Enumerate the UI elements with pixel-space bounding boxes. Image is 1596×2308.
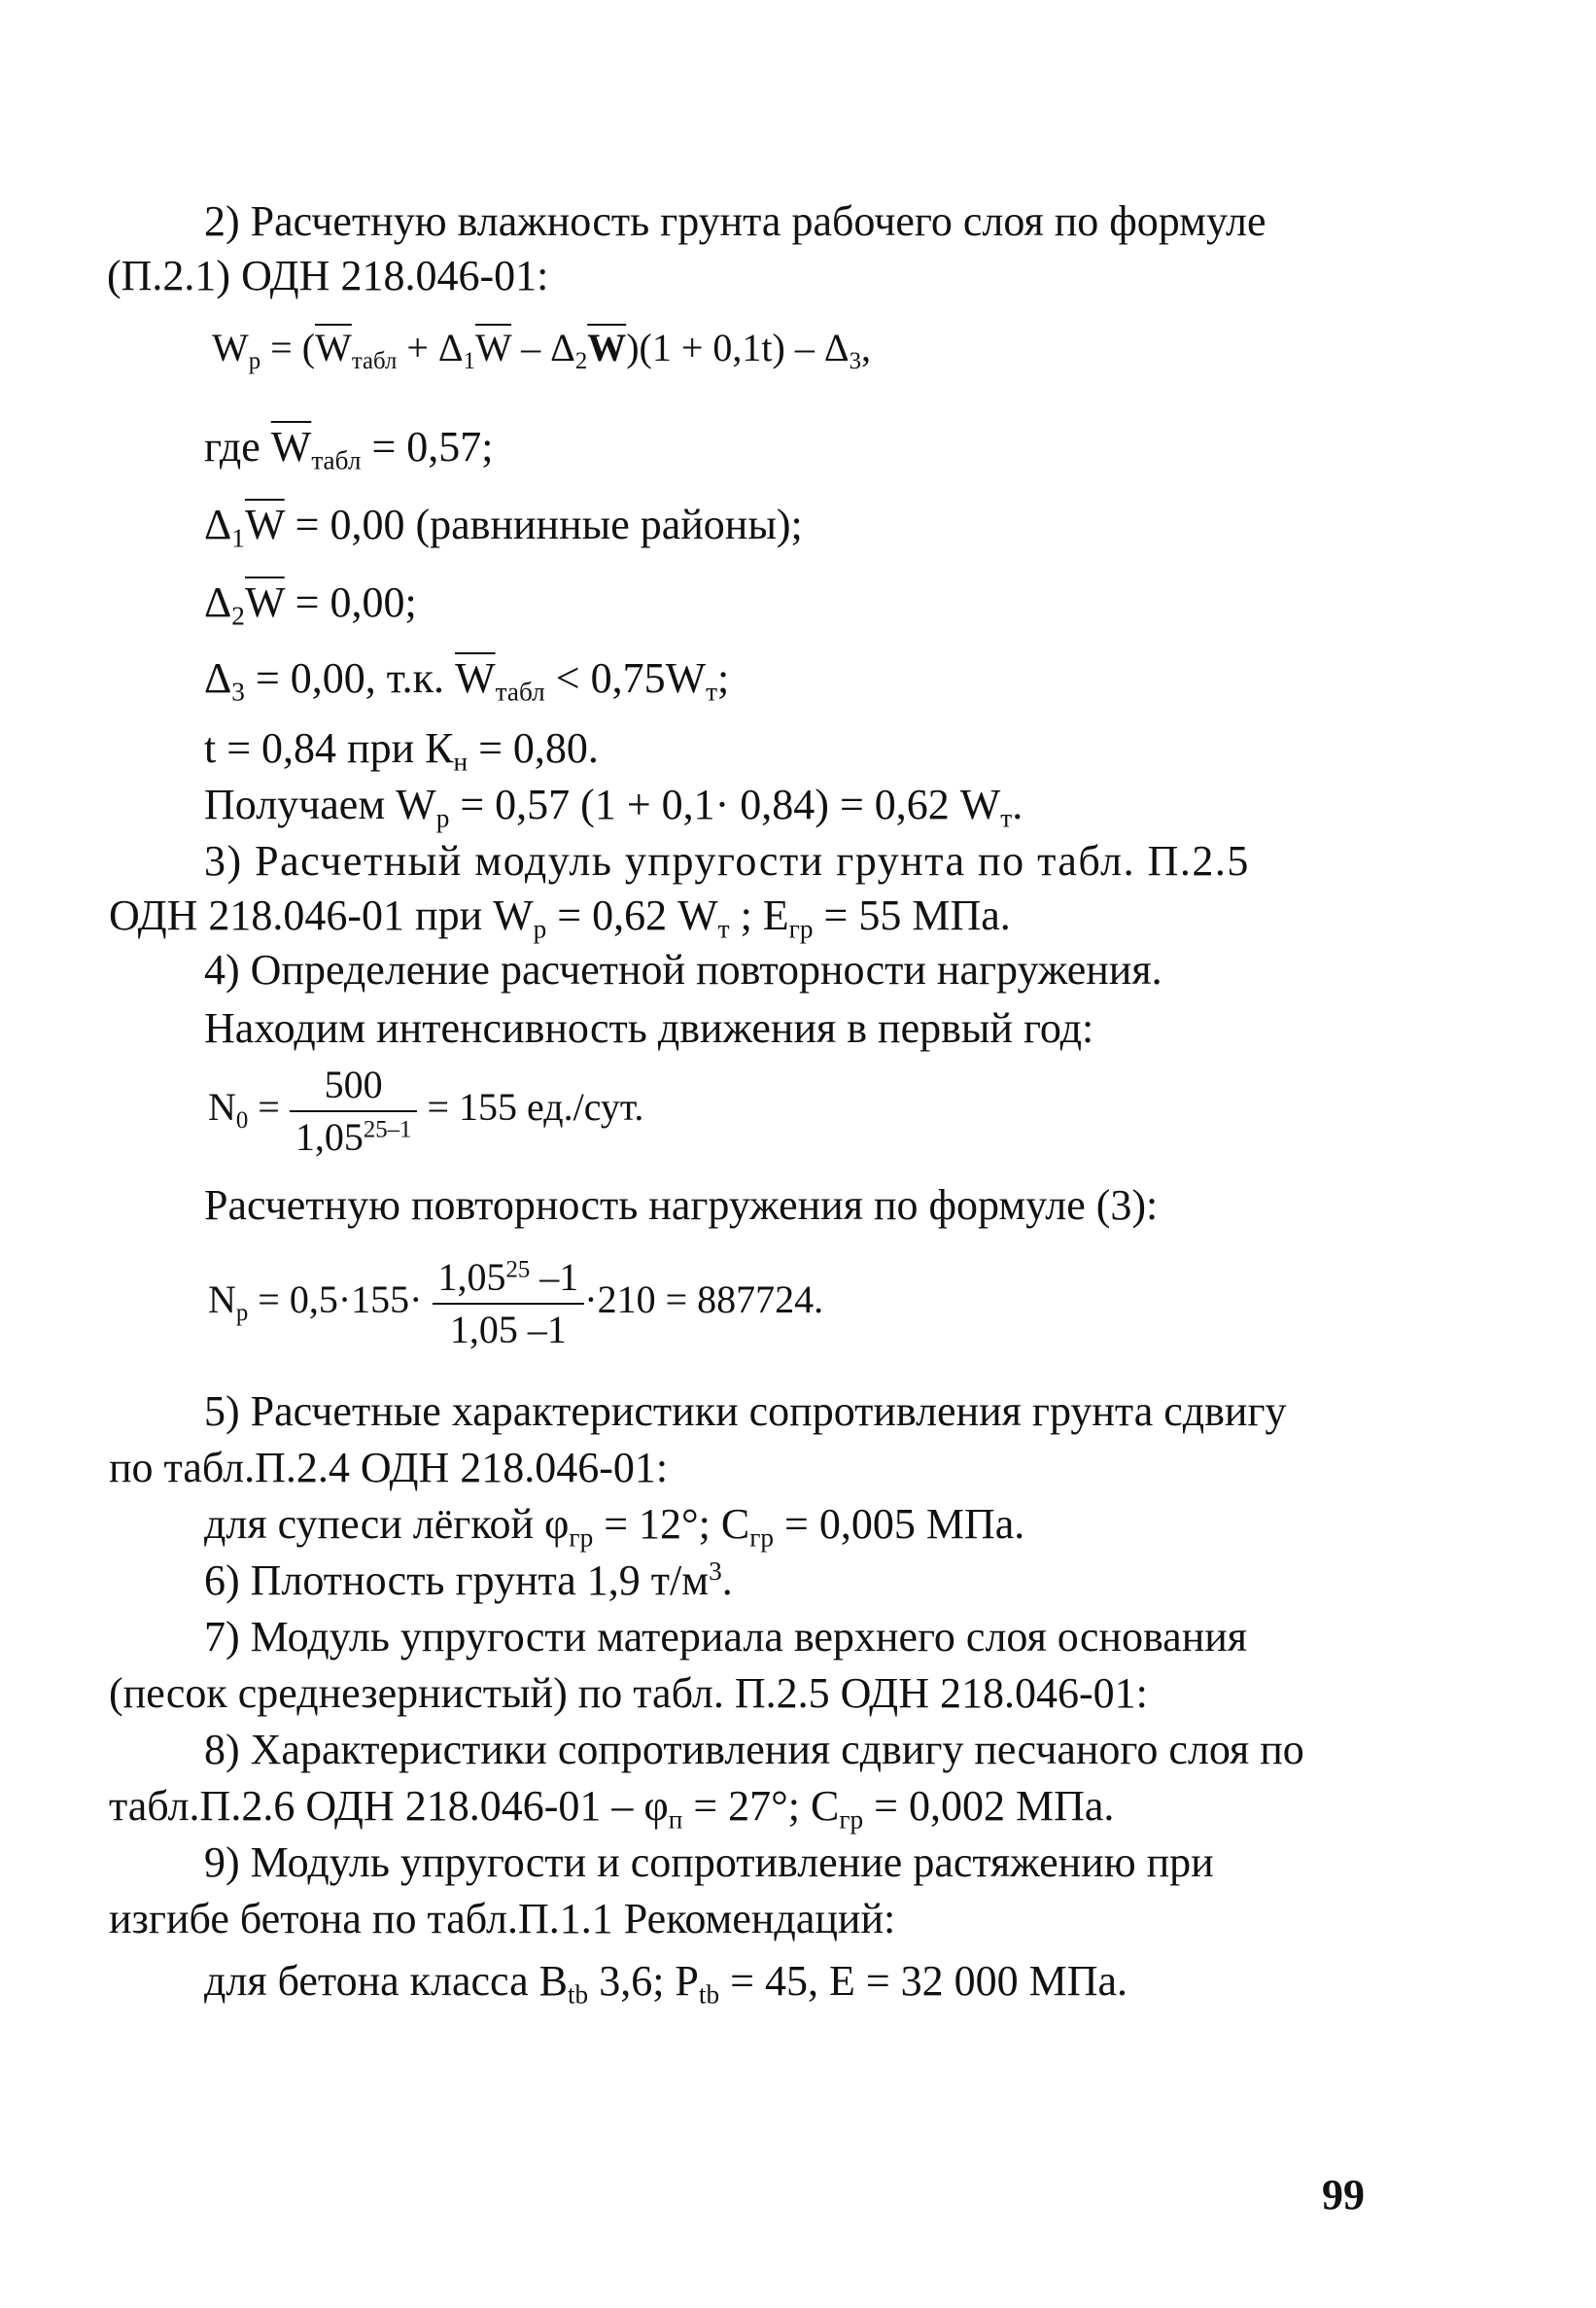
t-value: t = 0,84 при $К_н = 0,80$. xyxy=(204,724,599,777)
paragraph-9-line-3: для бетона класса $В_{tb}$ 3,6; $Р_{tb} = 45$, Е = 32 000 МПа. xyxy=(204,1957,1128,2010)
formula-n0: $N_0$ = $\frac{500}{1,05^{25-1}}$ = 155 ед./сут. xyxy=(208,1060,643,1163)
paragraph-3-line-2: ОДН 218.046-01 при $W_р = 0,62$ $W_т$ ; $Е_{гр} = 55$ МПа. xyxy=(109,892,1011,944)
paragraph-2-line-1: 2) Расчетную влажность грунта рабочего слоя по формуле xyxy=(204,197,1266,245)
paragraph-5-line-3: для супеси лёгкой $\varphi_{гр} = 12^\circ$; $С_{гр} = 0,005$ МПа. xyxy=(204,1500,1025,1553)
paragraph-8-line-2: табл.П.2.6 ОДН $218.046-01 - \varphi_п = 27^\circ$; $С_{гр} = 0,002$ МПа. xyxy=(109,1782,1115,1835)
paragraph-3-line-1: 3) Расчетный модуль упругости грунта по табл. П.2.5 xyxy=(204,837,1250,885)
formula-wp: $W_р = (\overline{W}_{табл} + \Delta_1\overline{W} - \Delta_2\overline{W})(1 + 0,1t) - \Delta_3$, xyxy=(212,326,871,374)
page-number: 99 xyxy=(1322,2171,1365,2219)
delta1-w: $\Delta_1\overline{W} = 0,00$ (равнинные районы); xyxy=(204,501,803,553)
paragraph-9-line-1: 9) Модуль упругости и сопротивление растяжению при xyxy=(204,1838,1214,1886)
fraction-n0: $\frac{500}{1,05^{25-1}}$ xyxy=(290,1060,418,1163)
paragraph-5-line-1: 5) Расчетные характеристики сопротивления грунта сдвигу xyxy=(204,1387,1287,1435)
fraction-np: $\frac{1,05^{25} -1}{1,05 -1}$ xyxy=(433,1252,585,1355)
paragraph-4-line-2: Находим интенсивность движения в первый год: xyxy=(204,1004,1094,1052)
formula-np: $N_р = 0,5\cdot 155\cdot$ $\frac{1,05^{25} -1}{1,05 -1}$ ·210 = 887724. xyxy=(208,1252,823,1355)
delta2-w: $\Delta_2\overline{W} = 0,00$; xyxy=(204,578,417,631)
paragraph-7-line-2: (песок среднезернистый) по табл. П.2.5 ОДН 218.046-01: xyxy=(109,1669,1148,1717)
paragraph-7-line-1: 7) Модуль упругости материала верхнего слоя основания xyxy=(204,1613,1248,1661)
result-wp: Получаем $W_р = 0,57$ (1 + 0,1· 0,84) = 0,62 $W_т$. xyxy=(204,781,1024,833)
paragraph-5-line-2: по табл.П.2.4 ОДН 218.046-01: xyxy=(109,1444,669,1491)
paragraph-6: 6) Плотность грунта 1,9 $т/м^3$. xyxy=(204,1556,733,1604)
where-w-tabl: где $\overline{W}_{табл} = 0,57$; xyxy=(204,423,494,475)
paragraph-2-line-2: (П.2.1) ОДН 218.046-01: xyxy=(107,252,549,299)
paragraph-4-line-3: Расчетную повторность нагружения по формуле (3): xyxy=(204,1181,1159,1229)
paragraph-8-line-1: 8) Характеристики сопротивления сдвигу песчаного слоя по xyxy=(204,1726,1304,1773)
paragraph-9-line-2: изгибе бетона по табл.П.1.1 Рекомендаций: xyxy=(109,1895,896,1942)
delta3: $\Delta_3 = 0,00$, т.к. $\overline{W}_{табл} < 0,75W_т$; xyxy=(204,654,730,707)
paragraph-4-line-1: 4) Определение расчетной повторности нагружения. xyxy=(204,946,1162,994)
